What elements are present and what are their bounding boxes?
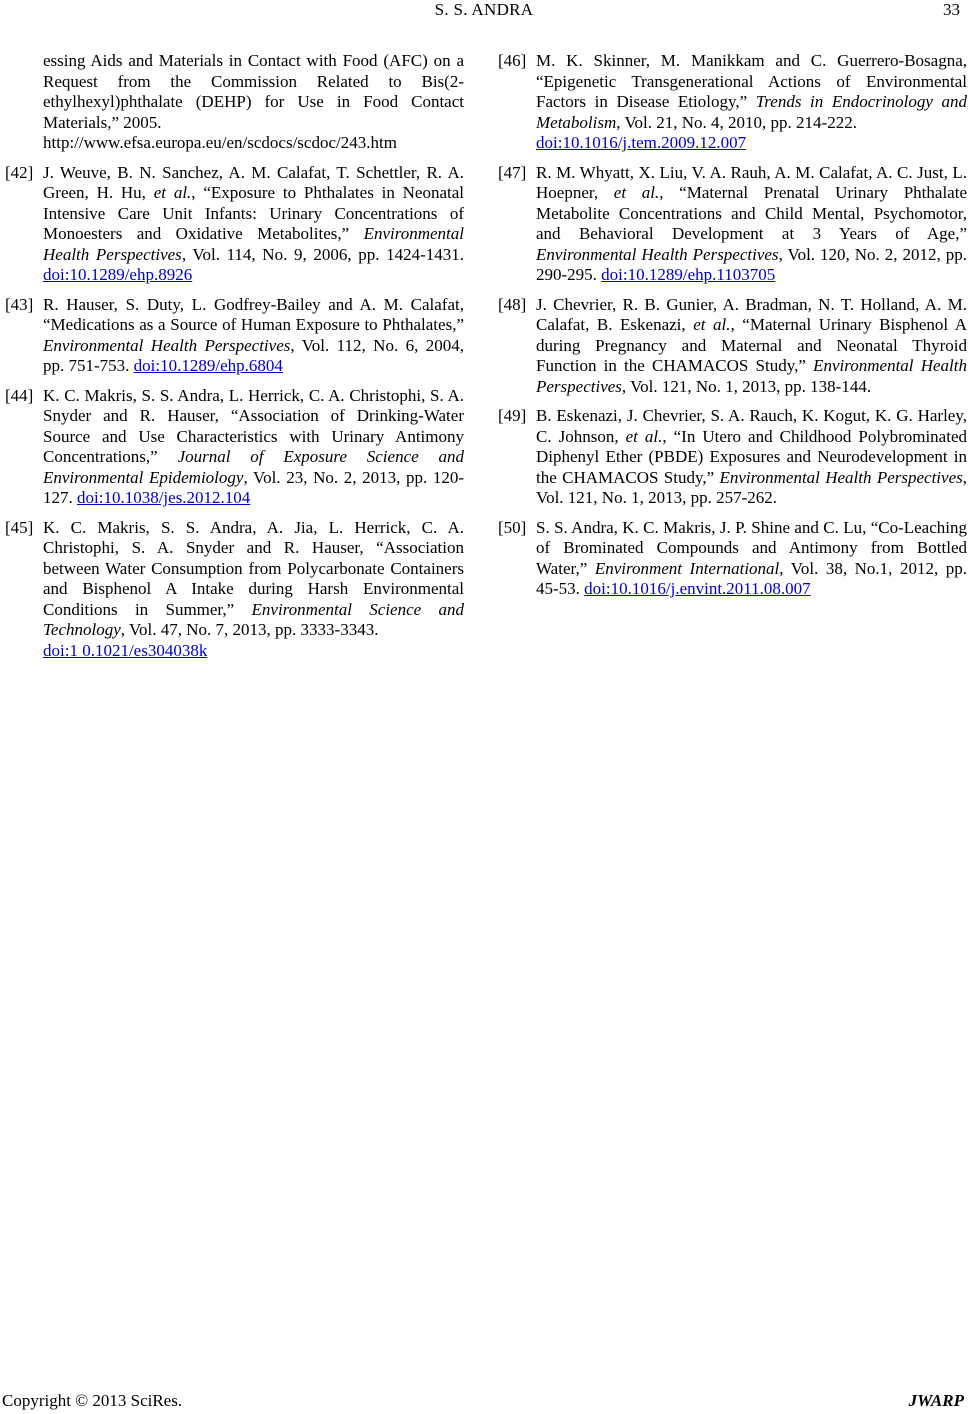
reference-text <box>536 51 967 152</box>
reference-segment: , Vol. 38, No.1, 2012, pp. 45-53. <box>536 558 968 598</box>
page-footer <box>2 1390 964 1411</box>
reference-item <box>498 163 967 286</box>
reference-segment: , Vol. 21, No. 4, 2010, pp. 214-222. <box>616 112 857 132</box>
reference-item <box>5 163 464 286</box>
reference-label: [43] <box>5 294 34 314</box>
reference-item <box>5 518 464 662</box>
reference-text <box>43 295 464 376</box>
italic-text: Environmental Science and Technology <box>43 599 465 639</box>
reference-segment: R. M. Whyatt, X. Liu, V. A. Rauh, A. M. Calafat, A. C. Just, L. Hoepner, <box>536 162 967 202</box>
reference-item <box>5 51 464 154</box>
doi-link[interactable]: doi:10.1289/ehp.6804 <box>133 356 283 375</box>
reference-segment: , “Exposure to Phthalates in Neonatal Intensive Care Unit Infants: Urinary Concentrations of Monoesters and Oxidative Metabolites,” <box>43 183 464 243</box>
doi-link[interactable]: doi:10.1038/jes.2012.104 <box>77 488 251 507</box>
italic-text: Environmental Health Perspectives <box>43 224 464 264</box>
reference-item <box>498 51 967 154</box>
reference-segment: , “Maternal Prenatal Urinary Phthalate Metabolite Concentrations and Child Mental, Psychomotor, and Behavioral Development at 3 Years of Age,” <box>536 183 967 243</box>
italic-text: et al. <box>625 426 663 446</box>
reference-segment: S. S. Andra, K. C. Makris, J. P. Shine and C. Lu, “Co-Leaching of Brominated Compounds and Antimony from Bottled Water,” <box>536 517 967 578</box>
reference-item <box>498 518 967 600</box>
copyright-notice: Copyright © 2013 SciRes. <box>2 1391 183 1410</box>
reference-text <box>43 163 464 285</box>
reference-segment: , Vol. 23, No. 2, 2013, pp. 120-127. <box>43 467 464 507</box>
reference-label: [45] <box>5 517 34 537</box>
reference-label: [48] <box>498 294 527 314</box>
reference-segment: , “In Utero and Childhood Polybrominated Diphenyl Ether (PBDE) Exposures and Neurodevelopment in the CHAMACOS Study,” <box>536 426 968 487</box>
reference-segment: M. K. Skinner, M. Manikkam and C. Guerrero-Bosagna, “Epigenetic Transgenerational Actions of Environmental Factors in Disease Etiology,” <box>536 51 967 111</box>
reference-segment: , Vol. 121, No. 1, 2013, pp. 257-262. <box>536 467 967 507</box>
italic-text: et al. <box>153 183 192 202</box>
reference-text <box>536 163 967 285</box>
italic-text: Environmental Health Perspectives <box>536 356 967 396</box>
reference-text <box>43 518 464 660</box>
reference-segment: , Vol. 47, No. 7, 2013, pp. 3333-3343. <box>120 620 379 639</box>
doi-link[interactable]: doi:10.1016/j.tem.2009.12.007 <box>536 133 747 152</box>
reference-segment: R. Hauser, S. Duty, L. Godfrey-Bailey and A. M. Calafat, “Medications as a Source of Human Exposure to Phthalates,” <box>43 294 464 334</box>
reference-text <box>536 406 967 507</box>
doi-link[interactable]: doi:1 0.1021/es304038k <box>43 640 208 660</box>
reference-text <box>43 386 464 508</box>
reference-segment: K. C. Makris, S. S. Andra, L. Herrick, C. A. Christophi, S. A. Snyder and R. Hauser, “Association of Drinking-Water Source and Use Characteristics with Urinary Antimony Concentrations,” <box>43 385 464 466</box>
reference-item <box>5 386 464 509</box>
reference-text <box>536 295 967 396</box>
reference-label: [44] <box>5 385 34 405</box>
doi-link[interactable]: doi:10.1289/ehp.8926 <box>43 265 193 284</box>
reference-segment: , Vol. 120, No. 2, 2012, pp. 290-295. <box>536 244 967 284</box>
page-header <box>0 0 968 22</box>
references-section <box>5 51 967 670</box>
reference-label: [42] <box>5 162 34 182</box>
reference-segment: , Vol. 114, No. 9, 2006, pp. 1424-1431. <box>181 244 464 264</box>
references-left-column <box>5 51 464 670</box>
reference-segment: B. Eskenazi, J. Chevrier, S. A. Rauch, K. Kogut, K. G. Harley, C. Johnson, <box>536 406 967 446</box>
reference-segment: , Vol. 121, No. 1, 2013, pp. 138-144. <box>621 376 872 396</box>
doi-link[interactable]: doi:10.1016/j.envint.2011.08.007 <box>584 579 811 598</box>
reference-segment: essing Aids and Materials in Contact with Food (AFC) on a Request from the Commission Related to Bis(2-ethylhexyl)phthalate (DEHP) for Use in Food Contact Materials,” 2005. <box>43 51 464 132</box>
reference-text <box>43 51 464 152</box>
page-number: 33 <box>943 0 960 19</box>
reference-label: [50] <box>498 517 527 537</box>
italic-text: Journal of Exposure Science and Environmental Epidemiology <box>43 447 465 487</box>
italic-text: et al. <box>693 315 731 334</box>
italic-text: Environmental Health Perspectives <box>536 244 779 264</box>
italic-text: Environmental Health Perspectives <box>719 467 963 487</box>
italic-text: Environment International <box>594 558 780 578</box>
reference-segment: , Vol. 112, No. 6, 2004, pp. 751-753. <box>43 335 464 375</box>
reference-label: [46] <box>498 51 527 70</box>
reference-item <box>5 295 464 377</box>
doi-link[interactable]: doi:10.1289/ehp.1103705 <box>601 265 776 284</box>
reference-label: [49] <box>498 406 527 425</box>
italic-text: et al. <box>613 183 660 202</box>
url-text: http://www.efsa.europa.eu/en/scdocs/scdoc/243.htm <box>43 133 397 152</box>
references-right-column <box>498 51 967 609</box>
italic-text: Environmental Health Perspectives <box>43 335 291 355</box>
reference-segment: J. Weuve, B. N. Sanchez, A. M. Calafat, T. Schettler, R. A. Green, H. Hu, <box>43 162 464 202</box>
reference-label: [47] <box>498 162 527 182</box>
journal-abbreviation: JWARP <box>908 1391 964 1410</box>
reference-text <box>536 518 967 599</box>
reference-segment: K. C. Makris, S. S. Andra, A. Jia, L. Herrick, C. A. Christophi, S. A. Snyder and R. Hauser, “Association between Water Consumption from Polycarbonate Containers and Bisphenol A Intake during Harsh Environmental Conditions in Summer,” <box>43 517 464 619</box>
reference-item <box>498 295 967 398</box>
reference-item <box>498 406 967 509</box>
reference-segment: J. Chevrier, R. B. Gunier, A. Bradman, N. T. Holland, A. M. Calafat, B. Eskenazi, <box>536 294 967 334</box>
running-title: S. S. ANDRA <box>434 0 534 19</box>
reference-segment: , “Maternal Urinary Bisphenol A during Pregnancy and Maternal and Neonatal Thyroid Function in the CHAMACOS Study,” <box>536 315 967 375</box>
italic-text: Trends in Endocrinology and Metabolism <box>536 92 967 132</box>
